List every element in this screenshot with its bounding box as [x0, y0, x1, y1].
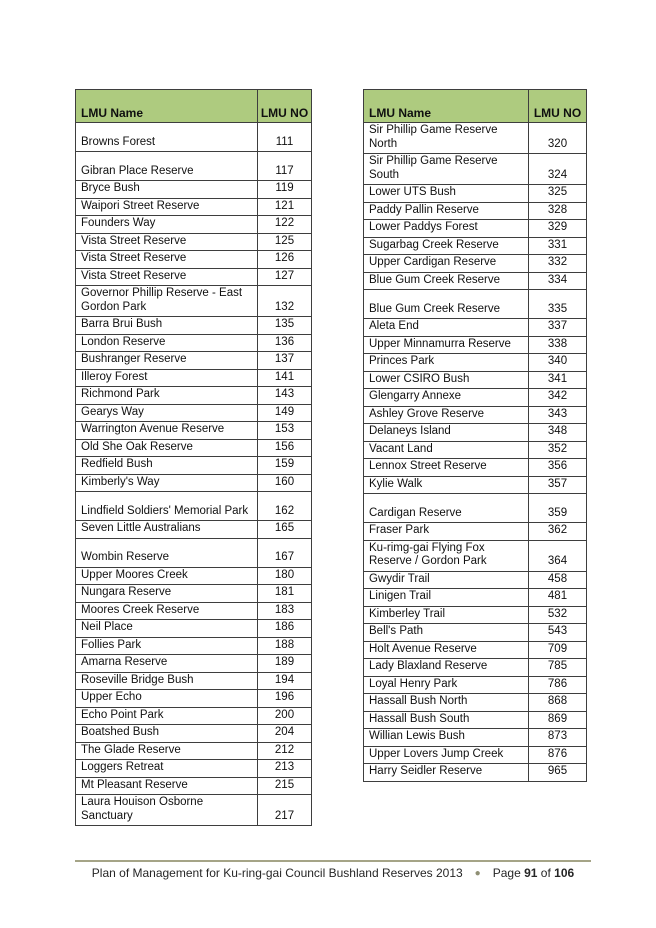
- lmu-no-cell: 159: [258, 457, 312, 475]
- table-row: [76, 233, 312, 251]
- lmu-name-cell: Ashley Grove Reserve: [364, 406, 529, 424]
- lmu-no-cell: 868: [529, 694, 587, 712]
- lmu-no-cell: 786: [529, 676, 587, 694]
- lmu-no-cell: 362: [529, 523, 587, 541]
- lmu-no-cell: 328: [529, 202, 587, 220]
- lmu-no-cell: 135: [258, 317, 312, 335]
- table-row: [76, 521, 312, 539]
- lmu-no-cell: 709: [529, 641, 587, 659]
- lmu-no-cell: 337: [529, 319, 587, 337]
- lmu-no-cell: 335: [529, 290, 587, 319]
- table-row: [364, 406, 587, 424]
- lmu-no-cell: 481: [529, 589, 587, 607]
- table-row: [76, 760, 312, 778]
- table-row: [76, 422, 312, 440]
- lmu-name-cell: Delaneys Island: [364, 424, 529, 442]
- lmu-no-cell: 189: [258, 655, 312, 673]
- table-row: [364, 389, 587, 407]
- lmu-name-cell: Vacant Land: [364, 441, 529, 459]
- lmu-name-cell: Browns Forest: [76, 123, 258, 152]
- lmu-name-cell: Nungara Reserve: [76, 585, 258, 603]
- lmu-no-cell: 119: [258, 181, 312, 199]
- footer-page-number: 91: [524, 866, 538, 880]
- lmu-name-cell: Cardigan Reserve: [364, 494, 529, 523]
- lmu-name-cell: Kimberly's Way: [76, 474, 258, 492]
- lmu-no-cell: 194: [258, 672, 312, 690]
- lmu-name-cell: The Glade Reserve: [76, 742, 258, 760]
- lmu-name-cell: Blue Gum Creek Reserve: [364, 272, 529, 290]
- table-row: [76, 742, 312, 760]
- lmu-name-cell: Lower UTS Bush: [364, 185, 529, 203]
- header-row: [76, 90, 312, 123]
- table-row: [364, 220, 587, 238]
- header-row: [364, 90, 587, 123]
- lmu-name-cell: Lennox Street Reserve: [364, 459, 529, 477]
- lmu-name-cell: Kylie Walk: [364, 476, 529, 494]
- lmu-name-cell: Upper Lovers Jump Creek: [364, 746, 529, 764]
- lmu-name-cell: Gwydir Trail: [364, 571, 529, 589]
- table-row: [76, 404, 312, 422]
- lmu-no-cell: 341: [529, 371, 587, 389]
- table-row: [76, 655, 312, 673]
- table-row: [364, 202, 587, 220]
- lmu-name-cell: Gibran Place Reserve: [76, 152, 258, 181]
- lmu-name-cell: Kimberley Trail: [364, 606, 529, 624]
- table-row: [76, 152, 312, 181]
- table-row: [364, 185, 587, 203]
- lmu-no-cell: 342: [529, 389, 587, 407]
- table-row: [76, 690, 312, 708]
- table-row: [364, 237, 587, 255]
- lmu-no-cell: 217: [258, 795, 312, 826]
- lmu-no-cell: 359: [529, 494, 587, 523]
- table-row: [76, 725, 312, 743]
- table-row: [76, 567, 312, 585]
- lmu-no-cell: 869: [529, 711, 587, 729]
- table-row: [76, 538, 312, 567]
- lmu-no-cell: 149: [258, 404, 312, 422]
- lmu-no-cell: 126: [258, 251, 312, 269]
- table-row: [364, 319, 587, 337]
- table-row: [364, 589, 587, 607]
- lmu-no-cell: 532: [529, 606, 587, 624]
- table-row: [364, 441, 587, 459]
- lmu-no-cell: 141: [258, 369, 312, 387]
- lmu-no-cell: 332: [529, 255, 587, 273]
- lmu-name-cell: Upper Moores Creek: [76, 567, 258, 585]
- footer-title: Plan of Management for Ku-ring-gai Council Bushland Reserves 2013: [91, 866, 463, 880]
- lmu-name-cell: Founders Way: [76, 216, 258, 234]
- table-row: [76, 317, 312, 335]
- table-row: [76, 585, 312, 603]
- table-row: [364, 746, 587, 764]
- footer-of-label: of: [540, 866, 551, 880]
- lmu-name-cell: Old She Oak Reserve: [76, 439, 258, 457]
- table-row: [76, 216, 312, 234]
- lmu-name-cell: Laura Houison Osborne Sanctuary: [76, 795, 258, 826]
- table-row: [76, 387, 312, 405]
- table-row: [76, 352, 312, 370]
- table-row: [76, 620, 312, 638]
- lmu-no-cell: 153: [258, 422, 312, 440]
- footer-total-pages: 106: [554, 866, 575, 880]
- lmu-no-cell: 136: [258, 334, 312, 352]
- lmu-name-cell: Warrington Avenue Reserve: [76, 422, 258, 440]
- table-row: [364, 476, 587, 494]
- lmu-name-cell: Illeroy Forest: [76, 369, 258, 387]
- table-row: [364, 571, 587, 589]
- table-row: [76, 268, 312, 286]
- lmu-name-cell: Harry Seidler Reserve: [364, 764, 529, 782]
- lmu-no-cell: 458: [529, 571, 587, 589]
- lmu-name-cell: Loggers Retreat: [76, 760, 258, 778]
- table-row: [364, 523, 587, 541]
- lmu-no-cell: 324: [529, 154, 587, 185]
- table-row: [76, 707, 312, 725]
- lmu-name-cell: Linigen Trail: [364, 589, 529, 607]
- footer-divider: [75, 860, 591, 862]
- table-row: [76, 334, 312, 352]
- table-row: [76, 777, 312, 795]
- table-row: [76, 457, 312, 475]
- lmu-name-cell: Blue Gum Creek Reserve: [364, 290, 529, 319]
- lmu-no-cell: 125: [258, 233, 312, 251]
- table-row: [364, 494, 587, 523]
- lmu-no-cell: 320: [529, 123, 587, 154]
- lmu-name-cell: Vista Street Reserve: [76, 233, 258, 251]
- lmu-no-cell: 121: [258, 198, 312, 216]
- table-row: [364, 659, 587, 677]
- column-header-lmu-name: LMU Name: [364, 90, 529, 123]
- footer-bullet-icon: ●: [474, 868, 481, 879]
- table-row: [76, 637, 312, 655]
- lmu-no-cell: 167: [258, 538, 312, 567]
- lmu-no-cell: 183: [258, 602, 312, 620]
- table-row: [364, 336, 587, 354]
- lmu-no-cell: 200: [258, 707, 312, 725]
- table-row: [364, 272, 587, 290]
- lmu-no-cell: 132: [258, 286, 312, 317]
- lmu-name-cell: Fraser Park: [364, 523, 529, 541]
- lmu-no-cell: 331: [529, 237, 587, 255]
- lmu-name-cell: Hassall Bush South: [364, 711, 529, 729]
- lmu-name-cell: Bryce Bush: [76, 181, 258, 199]
- lmu-no-cell: 117: [258, 152, 312, 181]
- lmu-no-cell: 965: [529, 764, 587, 782]
- table-row: [364, 694, 587, 712]
- lmu-no-cell: 785: [529, 659, 587, 677]
- table-row: [364, 764, 587, 782]
- lmu-no-cell: 356: [529, 459, 587, 477]
- page-footer: [75, 866, 591, 881]
- table-row: [76, 474, 312, 492]
- lmu-name-cell: Lindfield Soldiers' Memorial Park: [76, 492, 258, 521]
- column-header-lmu-name: LMU Name: [76, 90, 258, 123]
- lmu-no-cell: 212: [258, 742, 312, 760]
- table-row: [76, 602, 312, 620]
- lmu-no-cell: 122: [258, 216, 312, 234]
- lmu-name-cell: Richmond Park: [76, 387, 258, 405]
- lmu-name-cell: Roseville Bridge Bush: [76, 672, 258, 690]
- lmu-name-cell: Sir Phillip Game Reserve North: [364, 123, 529, 154]
- lmu-name-cell: Upper Echo: [76, 690, 258, 708]
- lmu-name-cell: Upper Cardigan Reserve: [364, 255, 529, 273]
- table-row: [364, 354, 587, 372]
- table-row: [364, 676, 587, 694]
- lmu-name-cell: Glengarry Annexe: [364, 389, 529, 407]
- lmu-name-cell: Governor Phillip Reserve - East Gordon Park: [76, 286, 258, 317]
- lmu-name-cell: Upper Minnamurra Reserve: [364, 336, 529, 354]
- lmu-no-cell: 181: [258, 585, 312, 603]
- table-row: [76, 286, 312, 317]
- lmu-no-cell: 186: [258, 620, 312, 638]
- lmu-no-cell: 160: [258, 474, 312, 492]
- lmu-no-cell: 364: [529, 540, 587, 571]
- table-row: [76, 672, 312, 690]
- lmu-no-cell: 204: [258, 725, 312, 743]
- lmu-name-cell: Willian Lewis Bush: [364, 729, 529, 747]
- table-row: [76, 369, 312, 387]
- lmu-table-left: [75, 89, 312, 826]
- lmu-no-cell: 180: [258, 567, 312, 585]
- lmu-name-cell: Vista Street Reserve: [76, 251, 258, 269]
- lmu-no-cell: 357: [529, 476, 587, 494]
- lmu-no-cell: 334: [529, 272, 587, 290]
- lmu-name-cell: Mt Pleasant Reserve: [76, 777, 258, 795]
- table-row: [76, 795, 312, 826]
- lmu-name-cell: Neil Place: [76, 620, 258, 638]
- lmu-no-cell: 188: [258, 637, 312, 655]
- lmu-name-cell: Ku-rimg-gai Flying Fox Reserve / Gordon Park: [364, 540, 529, 571]
- lmu-name-cell: Bushranger Reserve: [76, 352, 258, 370]
- lmu-name-cell: Gearys Way: [76, 404, 258, 422]
- lmu-no-cell: 196: [258, 690, 312, 708]
- lmu-name-cell: Aleta End: [364, 319, 529, 337]
- lmu-name-cell: Follies Park: [76, 637, 258, 655]
- lmu-name-cell: Paddy Pallin Reserve: [364, 202, 529, 220]
- table-row: [76, 123, 312, 152]
- lmu-name-cell: Moores Creek Reserve: [76, 602, 258, 620]
- lmu-no-cell: 127: [258, 268, 312, 286]
- table-row: [76, 251, 312, 269]
- column-header-lmu-no: LMU NO: [529, 90, 587, 123]
- lmu-no-cell: 876: [529, 746, 587, 764]
- lmu-no-cell: 111: [258, 123, 312, 152]
- lmu-name-cell: London Reserve: [76, 334, 258, 352]
- lmu-name-cell: Boatshed Bush: [76, 725, 258, 743]
- table-row: [364, 729, 587, 747]
- table-row: [76, 181, 312, 199]
- lmu-no-cell: 213: [258, 760, 312, 778]
- table-row: [364, 290, 587, 319]
- lmu-name-cell: Sugarbag Creek Reserve: [364, 237, 529, 255]
- lmu-no-cell: 340: [529, 354, 587, 372]
- table-row: [364, 540, 587, 571]
- lmu-no-cell: 338: [529, 336, 587, 354]
- lmu-name-cell: Hassall Bush North: [364, 694, 529, 712]
- lmu-name-cell: Echo Point Park: [76, 707, 258, 725]
- lmu-name-cell: Sir Phillip Game Reserve South: [364, 154, 529, 185]
- lmu-no-cell: 165: [258, 521, 312, 539]
- table-row: [364, 154, 587, 185]
- table-row: [364, 123, 587, 154]
- lmu-name-cell: Waipori Street Reserve: [76, 198, 258, 216]
- table-row: [76, 492, 312, 521]
- table-row: [364, 255, 587, 273]
- table-row: [364, 459, 587, 477]
- lmu-no-cell: 348: [529, 424, 587, 442]
- lmu-name-cell: Amarna Reserve: [76, 655, 258, 673]
- lmu-name-cell: Bell's Path: [364, 624, 529, 642]
- lmu-name-cell: Vista Street Reserve: [76, 268, 258, 286]
- table-row: [364, 711, 587, 729]
- lmu-name-cell: Redfield Bush: [76, 457, 258, 475]
- lmu-no-cell: 143: [258, 387, 312, 405]
- table-row: [364, 641, 587, 659]
- lmu-name-cell: Princes Park: [364, 354, 529, 372]
- lmu-no-cell: 325: [529, 185, 587, 203]
- lmu-no-cell: 352: [529, 441, 587, 459]
- table-row: [76, 439, 312, 457]
- lmu-name-cell: Lower CSIRO Bush: [364, 371, 529, 389]
- lmu-name-cell: Barra Brui Bush: [76, 317, 258, 335]
- lmu-name-cell: Loyal Henry Park: [364, 676, 529, 694]
- lmu-no-cell: 873: [529, 729, 587, 747]
- lmu-name-cell: Lower Paddys Forest: [364, 220, 529, 238]
- lmu-name-cell: Lady Blaxland Reserve: [364, 659, 529, 677]
- lmu-no-cell: 156: [258, 439, 312, 457]
- lmu-no-cell: 329: [529, 220, 587, 238]
- column-header-lmu-no: LMU NO: [258, 90, 312, 123]
- table-row: [364, 424, 587, 442]
- footer-page-label: Page: [492, 866, 521, 880]
- lmu-no-cell: 137: [258, 352, 312, 370]
- lmu-no-cell: 543: [529, 624, 587, 642]
- lmu-table-right: [363, 89, 587, 782]
- table-row: [364, 606, 587, 624]
- lmu-name-cell: Seven Little Australians: [76, 521, 258, 539]
- table-row: [76, 198, 312, 216]
- lmu-no-cell: 343: [529, 406, 587, 424]
- lmu-name-cell: Wombin Reserve: [76, 538, 258, 567]
- lmu-name-cell: Holt Avenue Reserve: [364, 641, 529, 659]
- lmu-no-cell: 162: [258, 492, 312, 521]
- table-row: [364, 371, 587, 389]
- table-row: [364, 624, 587, 642]
- lmu-no-cell: 215: [258, 777, 312, 795]
